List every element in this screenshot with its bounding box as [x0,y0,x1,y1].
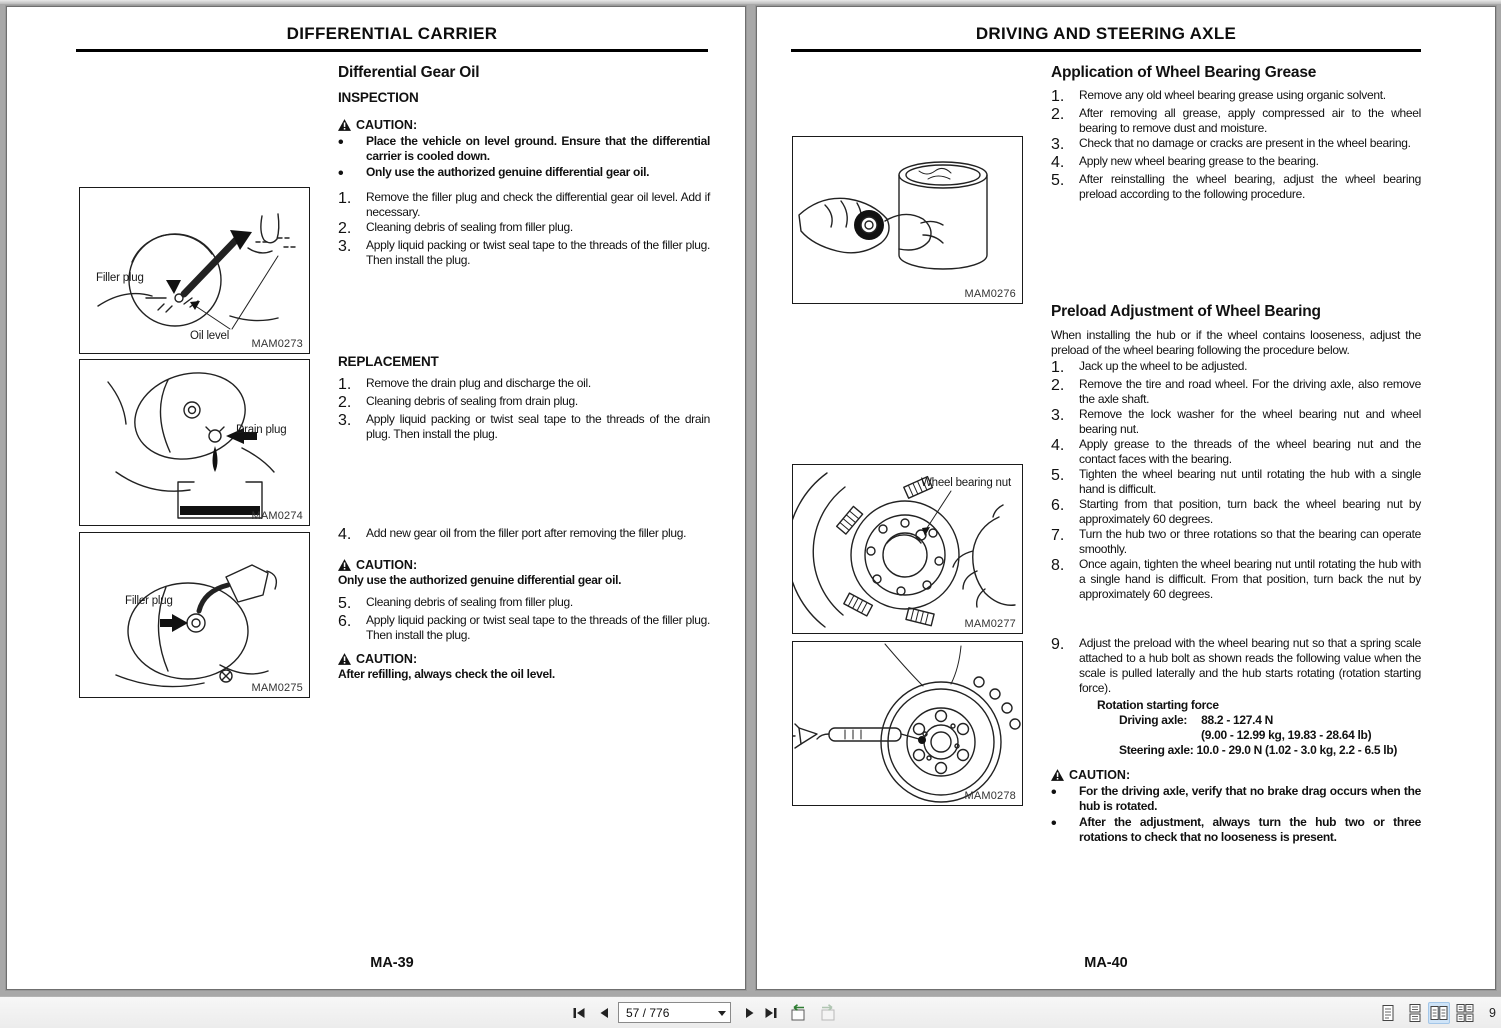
figure-mam0276 [792,136,1023,304]
caution-block-3 [338,651,710,682]
first-page-button[interactable] [568,1002,590,1024]
oil-refill-illustration [80,533,309,697]
figure-mam0277 [792,464,1023,634]
continuous-view-icon [1405,1003,1425,1023]
step-item: 3. Check that no damage or cracks are present in the wheel bearing. [1051,136,1411,153]
page-number: MA-40 [1084,955,1128,971]
step-item: 2. After removing all grease, apply compressed air to the wheel bearing to remove dust and moisture. [1051,106,1421,135]
step-item: 2. Cleaning debris of sealing from drain plug. [338,394,578,411]
window-edge [0,0,1501,4]
step-item: 5. Cleaning debris of sealing from filler plug. [338,595,573,612]
caution-heading [1051,767,1421,783]
warning-triangle-icon [338,119,351,131]
step-item: 2. Cleaning debris of sealing from filler plug. [338,220,573,237]
caution-bullet: • Only use the authorized genuine differential gear oil. [338,165,710,183]
step-item: 3. Apply liquid packing or twist seal tape to the threads of the filler plug. Then install the plug. [338,238,710,267]
caution-heading [338,557,710,573]
last-page-icon [763,1005,779,1021]
caution-bullet: • Place the vehicle on level ground. Ensure that the differential carrier is cooled down. [338,134,710,164]
driving-axle-line: Driving axle: 88.2 - 127.4 N [1119,713,1273,727]
next-page-button[interactable] [738,1002,760,1024]
first-page-icon [571,1005,587,1021]
step-item: 8. Once again, tighten the wheel bearing nut until rotating the hub with a single hand is difficult. From that position, turn back the nut by approximately 60 degrees. [1051,557,1421,601]
continuous-view-button[interactable] [1404,1002,1426,1024]
steering-axle-line: Steering axle: 10.0 - 29.0 N (1.02 - 3.0 kg, 2.2 - 6.5 lb) [1119,743,1398,757]
preload-intro: When installing the hub or if the wheel contains looseness, adjust the preload of the wheel bearing following the procedure below. [1051,328,1421,357]
rotation-force-title: Rotation starting force [1097,698,1219,712]
step-item: 2. Remove the tire and road wheel. For the driving axle, also remove the axle shaft. [1051,377,1421,406]
page-number-combobox[interactable] [618,1002,731,1023]
single-page-view-icon [1378,1003,1398,1023]
step-item: 7. Turn the hub two or three rotations so that the bearing can operate smoothly. [1051,527,1421,556]
warning-triangle-icon [338,653,351,665]
previous-view-icon [788,1004,808,1022]
replacement-steps [338,376,710,442]
next-view-button[interactable] [817,1002,839,1024]
step-item: 3. Remove the lock washer for the wheel bearing nut and wheel bearing nut. [1051,407,1421,436]
caution-block-2 [338,557,710,588]
zoom-level-field[interactable]: 9 [1489,1006,1496,1020]
step-item: 1. Remove the filler plug and check the differential gear oil level. Add if necessary. [338,190,710,219]
step-item: 1. Remove the drain plug and discharge the oil. [338,376,591,393]
caution-label: CAUTION: [1069,768,1131,782]
page-left-ma39 [6,6,746,990]
section-heading: Differential Gear Oil [338,64,480,81]
step-item: 9. Adjust the preload with the wheel bearing nut so that a spring scale attached to a hub bolt as shown reads the following value when the scale is pulled laterally and the hub starts rotating (rotation starting force). [1051,636,1421,695]
facing-view-button[interactable] [1428,1002,1450,1024]
figure-id: MAM0275 [251,682,303,694]
grease-heading: Application of Wheel Bearing Grease [1051,64,1317,81]
title-rule [791,49,1421,52]
replacement-heading: REPLACEMENT [338,354,439,369]
replacement-step-4 [338,526,710,544]
drain-plug-label: Drain plug [236,424,287,436]
previous-page-icon [597,1005,613,1021]
filler-plug-label: Filler plug [125,595,173,607]
figure-id: MAM0278 [964,790,1016,802]
step-item: 4. Add new gear oil from the filler port after removing the filler plug. [338,526,687,543]
step-item: 6. Starting from that position, turn back the wheel bearing nut by approximately 60 degrees. [1051,497,1421,526]
figure-id: MAM0276 [964,288,1016,300]
title-rule [76,49,708,52]
figure-id: MAM0274 [251,510,303,522]
continuous-facing-view-icon [1455,1003,1475,1023]
step-item: 5. After reinstalling the wheel bearing, adjust the wheel bearing preload according to the following procedure. [1051,172,1421,201]
caution-bullet: • For the driving axle, verify that no brake drag occurs when the hub is rotated. [1051,784,1421,814]
caution-block-final [1051,767,1421,845]
page-title: DIFFERENTIAL CARRIER [286,24,498,43]
figure-mam0274 [79,359,310,526]
caution-label: CAUTION: [356,118,418,132]
wheel-bearing-nut-illustration [793,465,1022,633]
next-view-icon [818,1004,838,1022]
figure-id: MAM0273 [251,338,303,350]
step-item: 4. Apply new wheel bearing grease to the bearing. [1051,154,1319,171]
warning-triangle-icon [338,559,351,571]
next-page-icon [741,1005,757,1021]
figure-mam0278 [792,641,1023,806]
step-item: 1. Remove any old wheel bearing grease using organic solvent. [1051,88,1386,105]
preload-heading: Preload Adjustment of Wheel Bearing [1051,303,1321,320]
caution-label: CAUTION: [356,558,418,572]
preload-step-9 [1051,636,1421,696]
oil-level-label: Oil level [190,330,230,342]
step-item: 3. Apply liquid packing or twist seal tape to the threads of the drain plug. Then install the plug. [338,412,710,441]
chevron-down-icon [718,1011,726,1016]
preload-steps [1051,359,1421,602]
caution-text: Only use the authorized genuine differential gear oil. [338,573,622,587]
step-item: 1. Jack up the wheel to be adjusted. [1051,359,1248,376]
page-title: DRIVING AND STEERING AXLE [975,24,1237,43]
figure-mam0275 [79,532,310,698]
caution-heading [338,117,710,133]
warning-triangle-icon [1051,769,1064,781]
rotation-force-block [1051,698,1421,758]
continuous-facing-view-button[interactable] [1454,1002,1476,1024]
step-item: 4. Apply grease to the threads of the wheel bearing nut and the contact faces with the bearing. [1051,437,1421,466]
last-page-button[interactable] [760,1002,782,1024]
caution-block-1 [338,117,710,183]
inspection-steps [338,190,710,268]
step-item: 6. Apply liquid packing or twist seal tape to the threads of the filler plug. Then install the plug. [338,613,710,642]
grease-application-illustration [793,137,1022,303]
grease-steps [1051,88,1421,202]
wheel-bearing-nut-label: Wheel bearing nut [921,477,1011,489]
caution-text: After refilling, always check the oil level. [338,667,555,681]
bottom-toolbar [0,996,1501,1028]
page-number-input[interactable] [619,1003,713,1022]
previous-view-button[interactable] [787,1002,809,1024]
figure-id: MAM0277 [964,618,1016,630]
step-item: 5. Tighten the wheel bearing nut until rotating the hub with a single hand is difficult. [1051,467,1421,496]
caution-bullet: • After the adjustment, always turn the hub two or three rotations to check that no looseness is present. [1051,815,1421,845]
spring-scale-illustration [793,642,1022,805]
driving-axle-alt-units: (9.00 - 12.99 kg, 19.83 - 28.64 lb) [1201,728,1372,742]
caution-heading [338,651,710,667]
drain-plug-illustration [80,360,309,525]
inspection-heading: INSPECTION [338,90,419,105]
single-page-view-button[interactable] [1377,1002,1399,1024]
replacement-steps-5-6 [338,595,710,643]
page-number: MA-39 [370,955,414,971]
oil-level-check-illustration [80,188,309,353]
figure-mam0273 [79,187,310,354]
caution-label: CAUTION: [356,652,418,666]
previous-page-button[interactable] [594,1002,616,1024]
page-right-ma40 [756,6,1496,990]
filler-plug-label: Filler plug [96,272,144,284]
facing-view-icon [1429,1003,1449,1023]
